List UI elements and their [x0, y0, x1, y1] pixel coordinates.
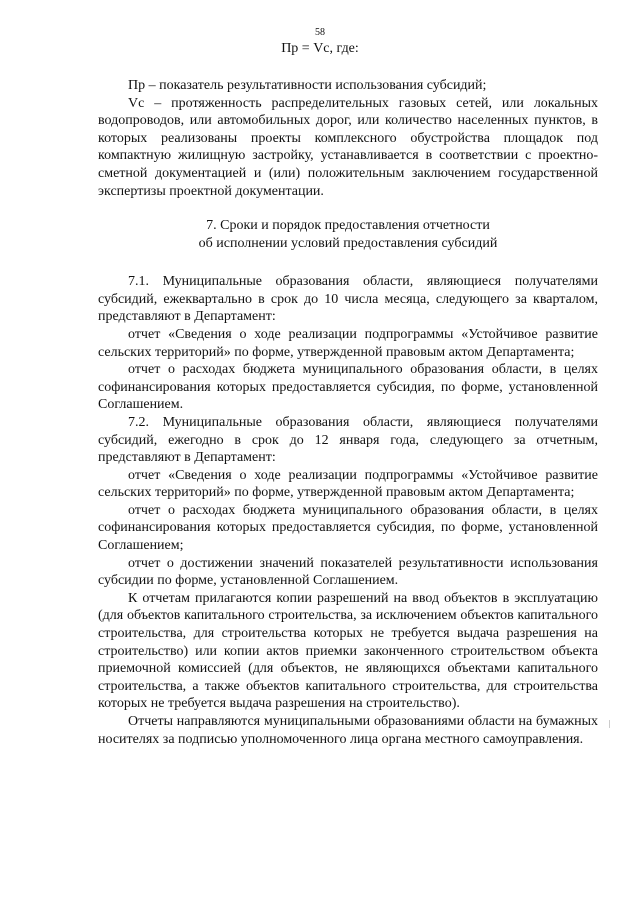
page-number: 58	[315, 27, 325, 38]
formula: Пр = Vc, где:	[281, 41, 359, 56]
scan-edge-mark	[609, 720, 610, 728]
paragraph-7-2: 7.2. Муниципальные образования области, являющиеся получателями субсидий, ежегодно в срок до 12 января года, следующего за отчетным, представляют в Департамент:	[98, 414, 598, 466]
paragraph-submission: Отчеты направляются муниципальными образованиями области на бумажных носителях за подписью уполномоченного лица органа местного самоуправления.	[98, 714, 598, 747]
document-body	[98, 77, 598, 748]
paragraph-attachments: К отчетам прилагаются копии разрешений на ввод объектов в эксплуатацию (для объектов капитального строительства, за исключением объектов капитального строительства, для строительства которых не требуется выдача разрешения на строительство) или копии актов приемки законченного строительством объекта приемочной комиссией (для объектов, не являющихся объектами капитального строительства, а также объектов капитального строительства, для строительства которых не требуется выдача разрешения на строительство).	[98, 590, 598, 712]
section-heading	[98, 217, 598, 253]
paragraph-annual-report-indicators: отчет о достижении значений показателей результативности использования субсидии по форме, установленной Соглашением.	[98, 555, 598, 589]
definition-pr: Пр – показатель результативности использования субсидий;	[128, 78, 487, 93]
paragraph-annual-report-expenses: отчет о расходах бюджета муниципального образования области, в целях софинансирования которых предоставляется субсидия, по форме, установленной Соглашением;	[98, 502, 598, 554]
section-heading-line1: 7. Сроки и порядок предоставления отчетности	[206, 218, 490, 234]
paragraph-report-progress: отчет «Сведения о ходе реализации подпрограммы «Устойчивое развитие сельских территорий» по форме, утвержденной правовым актом Департамента;	[98, 326, 598, 360]
paragraph-7-1: 7.1. Муниципальные образования области, являющиеся получателями субсидий, ежеквартально в срок до 10 числа месяца, следующего за кварталом, представляют в Департамент:	[98, 274, 598, 325]
section-heading-line2: об исполнении условий предоставления субсидий	[198, 236, 498, 252]
definition-vc: Vc – протяженность распределительных газовых сетей, или локальных водопроводов, или автомобильных дорог, или количество населенных пунктов, в которых реализованы проекты комплексного обустройства площадок под компактную жилищную застройку, устанавливается в соответствии с проектно-сметной документацией и (или) положительным заключением государственной экспертизы проектной документации.	[98, 95, 598, 199]
paragraph-report-expenses: отчет о расходах бюджета муниципального образования области, в целях софинансирования которых предоставляется субсидия, по форме, установленной Соглашением.	[98, 362, 598, 413]
paragraph-annual-report-progress: отчет «Сведения о ходе реализации подпрограммы «Устойчивое развитие сельских территорий» по форме, утвержденной правовым актом Департамента;	[98, 467, 598, 501]
